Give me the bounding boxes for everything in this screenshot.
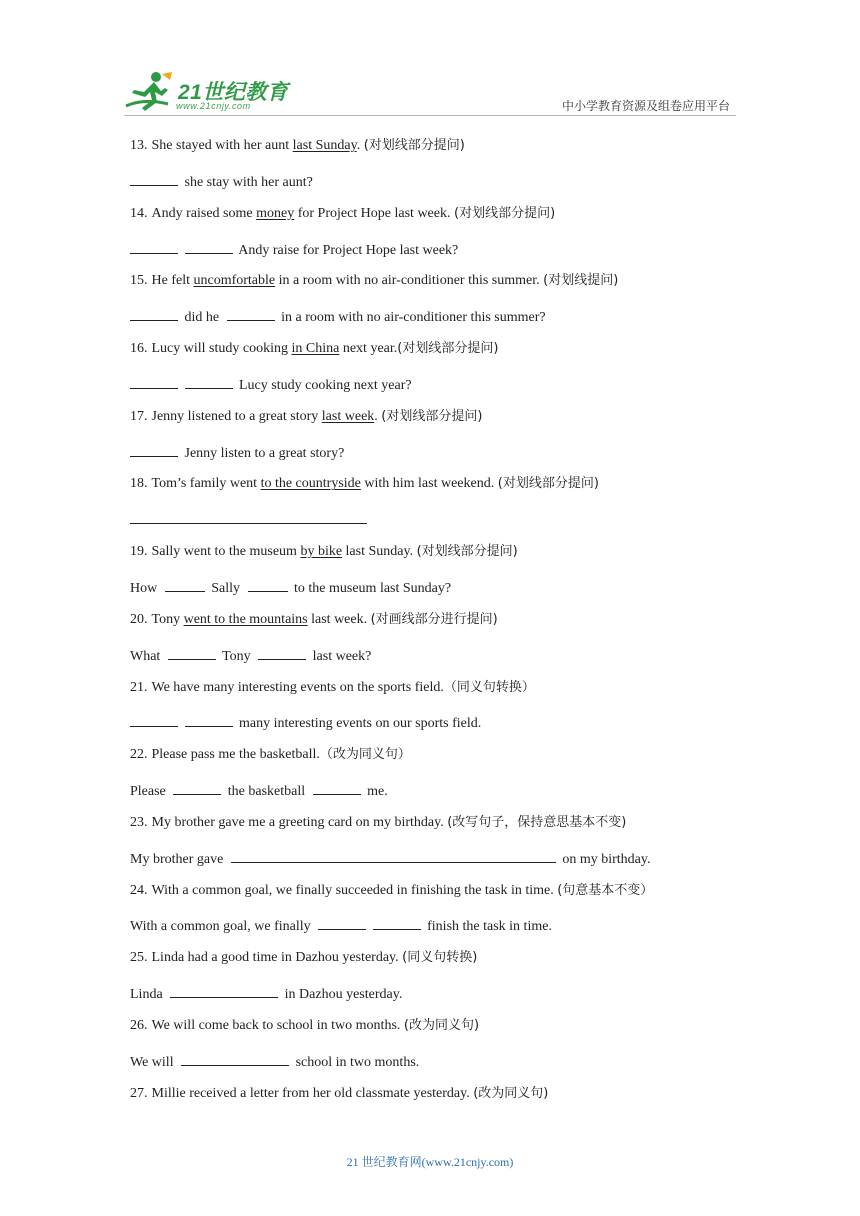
instruction: (对划线部分提问) — [497, 476, 599, 492]
answer-13 — [130, 170, 750, 204]
question-27 — [130, 1084, 750, 1118]
question-26 — [130, 1016, 750, 1050]
question-text: We have many interesting events on the sports field. — [151, 679, 444, 695]
answer-text: last week? — [312, 648, 372, 664]
underlined-phrase: to the countryside — [260, 476, 361, 492]
answer-blank[interactable] — [181, 1050, 289, 1066]
answer-blank[interactable] — [185, 373, 233, 389]
answer-16 — [130, 373, 750, 407]
answer-23 — [130, 847, 750, 881]
answer-text: Lucy study cooking next year? — [239, 377, 412, 393]
answer-19 — [130, 576, 750, 610]
answer-text: Tony — [222, 648, 251, 664]
question-21 — [130, 678, 750, 712]
underlined-phrase: in China — [291, 341, 340, 357]
page-header — [0, 0, 860, 120]
answer-text: school in two months. — [295, 1054, 420, 1070]
answer-blank[interactable] — [130, 238, 178, 254]
question-text: Sally went to the museum — [151, 544, 301, 560]
question-text: next year. — [339, 341, 398, 357]
answer-blank[interactable] — [130, 711, 178, 727]
question-number: 27. — [130, 1085, 148, 1101]
answer-blank[interactable] — [185, 238, 233, 254]
question-22 — [130, 745, 750, 779]
question-text: in a room with no air-conditioner this summer. — [275, 273, 544, 289]
answer-blank[interactable] — [373, 914, 421, 930]
question-number: 22. — [130, 747, 148, 763]
question-text: Millie received a letter from her old classmate yesterday. — [151, 1085, 474, 1101]
answer-text: in Dazhou yesterday. — [284, 987, 403, 1003]
question-15 — [130, 271, 750, 305]
question-text: with him last weekend. — [360, 476, 498, 492]
answer-text: she stay with her aunt? — [184, 174, 313, 190]
site-logo[interactable] — [124, 70, 294, 114]
answer-blank[interactable] — [130, 373, 178, 389]
question-number: 23. — [130, 814, 148, 830]
question-number: 19. — [130, 544, 148, 560]
answer-text: Sally — [211, 580, 241, 596]
page-footer[interactable]: 21 世纪教育网(www.21cnjy.com) — [346, 1155, 514, 1169]
question-18 — [130, 474, 750, 508]
exercise-list — [130, 136, 750, 1117]
answer-20 — [130, 644, 750, 678]
answer-blank[interactable] — [130, 441, 178, 457]
runner-logo-icon — [124, 70, 176, 114]
answer-26 — [130, 1050, 750, 1084]
answer-text: finish the task in time. — [427, 919, 552, 935]
answer-text: me. — [367, 784, 388, 800]
answer-25 — [130, 982, 750, 1016]
question-text: last Sunday. — [342, 544, 417, 560]
answer-text: many interesting events on our sports field. — [239, 716, 482, 732]
question-text: . — [356, 138, 364, 153]
question-text: Please pass me the basketball. — [151, 747, 320, 763]
logo-brand-text: 21世纪教育 — [178, 81, 289, 104]
platform-tagline: 中小学教育资源及组卷应用平台 — [561, 99, 730, 113]
answer-blank[interactable] — [170, 982, 278, 998]
question-text: We will come back to school in two months. — [151, 1017, 404, 1033]
answer-text: My brother gave — [130, 851, 224, 867]
instruction: （同义句转换） — [443, 679, 535, 695]
question-number: 26. — [130, 1017, 148, 1033]
question-number: 25. — [130, 950, 148, 966]
question-17 — [130, 407, 750, 441]
answer-text: did he — [184, 310, 220, 326]
answer-blank[interactable] — [130, 305, 178, 321]
underlined-phrase: by bike — [300, 544, 343, 560]
answer-text: With a common goal, we finally — [130, 919, 311, 935]
answer-text: the basketball — [227, 784, 306, 800]
answer-21 — [130, 711, 750, 745]
answer-text: How — [130, 580, 158, 596]
question-text: He felt — [151, 273, 194, 289]
instruction: (对划线部分提问) — [363, 138, 465, 153]
question-text: for Project Hope last week. — [294, 205, 454, 221]
underlined-phrase: last Sunday — [292, 138, 357, 153]
answer-18 — [130, 508, 750, 542]
answer-text: in a room with no air-conditioner this summer? — [281, 310, 546, 326]
question-text: Andy raised some — [151, 205, 257, 221]
answer-text: We will — [130, 1054, 174, 1070]
question-23 — [130, 813, 750, 847]
answer-22 — [130, 779, 750, 813]
question-text: . — [374, 408, 382, 424]
instruction: (对画线部分进行提问) — [370, 611, 498, 627]
question-14 — [130, 204, 750, 238]
answer-blank[interactable] — [130, 170, 178, 186]
underlined-phrase: money — [256, 205, 295, 221]
answer-blank[interactable] — [258, 644, 306, 660]
answer-14 — [130, 238, 750, 272]
answer-blank[interactable] — [231, 847, 556, 863]
question-24 — [130, 881, 750, 915]
question-number: 20. — [130, 611, 148, 627]
question-13 — [130, 136, 750, 170]
answer-blank[interactable] — [248, 576, 288, 592]
question-text: Tony — [151, 611, 184, 627]
answer-text: Please — [130, 784, 166, 800]
underlined-phrase: uncomfortable — [193, 273, 276, 289]
logo-url-text: www.21cnjy.com — [176, 101, 251, 111]
instruction: (对划线提问) — [543, 273, 619, 289]
answer-blank[interactable] — [313, 779, 361, 795]
instruction: (对划线部分提问) — [397, 341, 499, 357]
instruction: （改为同义句） — [319, 747, 411, 763]
question-text: With a common goal, we finally succeeded in finishing the task in time. — [151, 882, 558, 898]
question-text: Lucy will study cooking — [151, 341, 292, 357]
question-20 — [130, 610, 750, 644]
question-text: She stayed with her aunt — [151, 138, 293, 153]
answer-text: to the museum last Sunday? — [294, 580, 452, 596]
answer-17 — [130, 441, 750, 475]
question-number: 16. — [130, 341, 148, 357]
instruction: (改为同义句) — [403, 1017, 480, 1033]
instruction: (对划线部分提问) — [416, 544, 518, 560]
question-text: Linda had a good time in Dazhou yesterday. — [151, 950, 403, 966]
instruction: (同义句转换) — [402, 950, 478, 966]
question-number: 21. — [130, 679, 148, 695]
question-number: 17. — [130, 408, 148, 424]
answer-blank[interactable] — [173, 779, 221, 795]
question-number: 14. — [130, 205, 148, 221]
instruction: (改写句子，保持意思基本不变) — [447, 814, 627, 830]
answer-text: Jenny listen to a great story? — [184, 445, 345, 461]
answer-blank[interactable] — [227, 305, 275, 321]
answer-text: Linda — [130, 987, 163, 1003]
question-number: 13. — [130, 138, 148, 153]
answer-text: on my birthday. — [562, 851, 651, 867]
question-text: Tom’s family went — [151, 476, 261, 492]
question-text: Jenny listened to a great story — [151, 408, 322, 424]
answer-text: What — [130, 648, 161, 664]
instruction: (改为同义句) — [473, 1085, 549, 1101]
question-text: My brother gave me a greeting card on my birthday. — [151, 814, 448, 830]
question-text: last week. — [307, 611, 371, 627]
answer-blank[interactable] — [130, 508, 367, 524]
answer-24 — [130, 914, 750, 948]
underlined-phrase: went to the mountains — [183, 611, 308, 627]
question-16 — [130, 339, 750, 373]
answer-text: Andy raise for Project Hope last week? — [238, 242, 459, 258]
instruction: (对划线部分提问) — [454, 205, 556, 221]
answer-blank[interactable] — [165, 576, 205, 592]
header-divider — [124, 115, 736, 116]
answer-blank[interactable] — [168, 644, 216, 660]
answer-15 — [130, 305, 750, 339]
answer-blank[interactable] — [185, 711, 233, 727]
question-19 — [130, 542, 750, 576]
question-number: 15. — [130, 273, 148, 289]
question-number: 24. — [130, 882, 148, 898]
question-25 — [130, 948, 750, 982]
underlined-phrase: last week — [321, 408, 375, 424]
instruction: (对划线部分提问) — [381, 408, 483, 424]
question-number: 18. — [130, 476, 148, 492]
instruction: (句意基本不变） — [557, 882, 654, 898]
answer-blank[interactable] — [318, 914, 366, 930]
